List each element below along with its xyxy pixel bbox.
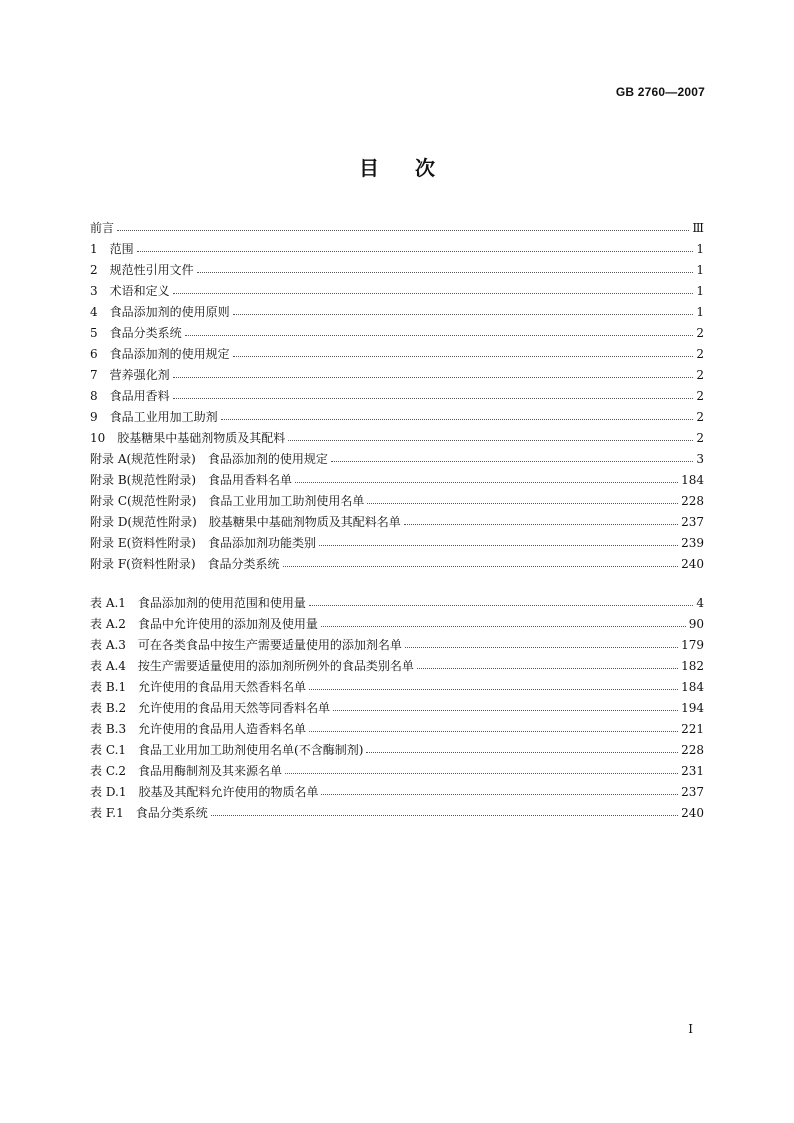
toc-entry-label: 表 A.3 可在各类食品中按生产需要适量使用的添加剂名单 bbox=[90, 638, 402, 652]
dot-leader bbox=[173, 293, 694, 294]
toc-entry-page: 221 bbox=[681, 721, 704, 736]
dot-leader bbox=[197, 272, 694, 273]
dot-leader bbox=[233, 356, 694, 357]
toc-entry-page: 240 bbox=[681, 805, 704, 820]
toc-entry[interactable] bbox=[90, 802, 704, 823]
toc-entry-label: 附录 B(规范性附录) 食品用香料名单 bbox=[90, 473, 292, 487]
toc-entry-label: 附录 F(资料性附录) 食品分类系统 bbox=[90, 557, 280, 571]
toc-entry[interactable] bbox=[90, 613, 704, 634]
toc-entry-page: 179 bbox=[681, 637, 704, 652]
dot-leader bbox=[367, 503, 678, 504]
toc-entry[interactable] bbox=[90, 448, 704, 469]
toc-entry-page: 90 bbox=[688, 616, 704, 631]
table-of-contents bbox=[90, 217, 704, 574]
toc-entry[interactable] bbox=[90, 655, 704, 676]
toc-entry[interactable] bbox=[90, 343, 704, 364]
toc-entry[interactable] bbox=[90, 427, 704, 448]
toc-entry[interactable] bbox=[90, 469, 704, 490]
dot-leader bbox=[283, 566, 679, 567]
toc-entry-label: 3 术语和定义 bbox=[90, 284, 170, 298]
toc-entry[interactable] bbox=[90, 406, 704, 427]
toc-entry[interactable] bbox=[90, 259, 704, 280]
toc-entry-label: 2 规范性引用文件 bbox=[90, 263, 194, 277]
dot-leader bbox=[173, 398, 694, 399]
page-title: 目次 bbox=[359, 156, 471, 180]
toc-entry-page: 240 bbox=[681, 556, 704, 571]
toc-entry[interactable] bbox=[90, 532, 704, 553]
toc-entry-label: 表 B.3 允许使用的食品用人造香料名单 bbox=[90, 722, 307, 736]
toc-entry[interactable] bbox=[90, 217, 704, 238]
toc-entry-page: 184 bbox=[681, 679, 704, 694]
toc-entry-page: 2 bbox=[696, 367, 704, 382]
dot-leader bbox=[321, 794, 678, 795]
toc-entry-label: 附录 D(规范性附录) 胶基糖果中基础剂物质及其配料名单 bbox=[90, 515, 401, 529]
dot-leader bbox=[173, 377, 694, 378]
toc-entry-page: 228 bbox=[681, 742, 704, 757]
toc-entry-label: 5 食品分类系统 bbox=[90, 326, 182, 340]
dot-leader bbox=[417, 668, 678, 669]
toc-entry[interactable] bbox=[90, 676, 704, 697]
dot-leader bbox=[366, 752, 678, 753]
toc-entry[interactable] bbox=[90, 301, 704, 322]
toc-entry-label: 表 F.1 食品分类系统 bbox=[90, 806, 208, 820]
dot-leader bbox=[295, 482, 678, 483]
toc-entry-label: 附录 A(规范性附录) 食品添加剂的使用规定 bbox=[90, 452, 328, 466]
toc-entry[interactable] bbox=[90, 364, 704, 385]
toc-entry-page: 1 bbox=[696, 262, 704, 277]
dot-leader bbox=[137, 251, 694, 252]
toc-entry-label: 1 范围 bbox=[90, 242, 134, 256]
standard-number: GB 2760—2007 bbox=[615, 85, 705, 99]
toc-entry-page: 1 bbox=[696, 283, 704, 298]
toc-entry-label: 表 C.2 食品用酶制剂及其来源名单 bbox=[90, 764, 283, 778]
dot-leader bbox=[309, 731, 678, 732]
toc-entry-label: 表 C.1 食品工业用加工助剂使用名单(不含酶制剂) bbox=[90, 743, 364, 757]
toc-entry-label: 9 食品工业用加工助剂 bbox=[90, 410, 218, 424]
toc-entry-label: 6 食品添加剂的使用规定 bbox=[90, 347, 230, 361]
toc-entry[interactable] bbox=[90, 760, 704, 781]
toc-entry-label: 10 胶基糖果中基础剂物质及其配料 bbox=[90, 431, 286, 445]
toc-entry-label: 7 营养强化剂 bbox=[90, 368, 170, 382]
dot-leader bbox=[285, 773, 678, 774]
toc-entry-page: 237 bbox=[681, 514, 704, 529]
toc-entry[interactable] bbox=[90, 634, 704, 655]
toc-entry-page: 228 bbox=[681, 493, 704, 508]
toc-entry-label: 附录 C(规范性附录) 食品工业用加工助剂使用名单 bbox=[90, 494, 365, 508]
toc-entry-page: 2 bbox=[696, 388, 704, 403]
page-number: I bbox=[688, 1022, 693, 1036]
toc-entry[interactable] bbox=[90, 511, 704, 532]
toc-entry-page: 231 bbox=[681, 763, 704, 778]
dot-leader bbox=[404, 524, 678, 525]
dot-leader bbox=[233, 314, 694, 315]
toc-entry-label: 前言 bbox=[90, 221, 115, 235]
toc-entry-label: 附录 E(资料性附录) 食品添加剂功能类别 bbox=[90, 536, 316, 550]
toc-entry-page: 2 bbox=[696, 430, 704, 445]
dot-leader bbox=[319, 545, 678, 546]
dot-leader bbox=[288, 440, 693, 441]
toc-entry[interactable] bbox=[90, 385, 704, 406]
toc-entry[interactable] bbox=[90, 490, 704, 511]
toc-entry-page: Ⅲ bbox=[692, 220, 704, 235]
toc-entry-label: 4 食品添加剂的使用原则 bbox=[90, 305, 230, 319]
toc-entry-page: 2 bbox=[696, 409, 704, 424]
toc-entry-page: 1 bbox=[696, 241, 704, 256]
toc-entry-page: 237 bbox=[681, 784, 704, 799]
toc-entry-label: 8 食品用香料 bbox=[90, 389, 170, 403]
toc-entry[interactable] bbox=[90, 718, 704, 739]
toc-entry[interactable] bbox=[90, 280, 704, 301]
toc-entry-label: 表 B.1 允许使用的食品用天然香料名单 bbox=[90, 680, 307, 694]
table-list bbox=[90, 592, 704, 823]
dot-leader bbox=[211, 815, 678, 816]
toc-entry-page: 4 bbox=[696, 595, 704, 610]
toc-entry[interactable] bbox=[90, 553, 704, 574]
toc-entry-page: 182 bbox=[681, 658, 704, 673]
toc-entry-page: 2 bbox=[696, 325, 704, 340]
toc-entry-page: 184 bbox=[681, 472, 704, 487]
dot-leader bbox=[185, 335, 694, 336]
dot-leader bbox=[221, 419, 694, 420]
dot-leader bbox=[309, 689, 678, 690]
toc-entry-page: 194 bbox=[681, 700, 704, 715]
toc-entry-label: 表 B.2 允许使用的食品用天然等同香料名单 bbox=[90, 701, 331, 715]
toc-entry-page: 2 bbox=[696, 346, 704, 361]
dot-leader bbox=[331, 461, 694, 462]
toc-entry-label: 表 A.1 食品添加剂的使用范围和使用量 bbox=[90, 596, 306, 610]
toc-entry[interactable] bbox=[90, 322, 704, 343]
dot-leader bbox=[309, 605, 693, 606]
toc-entry-page: 1 bbox=[696, 304, 704, 319]
toc-entry-page: 239 bbox=[681, 535, 704, 550]
toc-entry-label: 表 A.4 按生产需要适量使用的添加剂所例外的食品类别名单 bbox=[90, 659, 414, 673]
toc-entry[interactable] bbox=[90, 592, 704, 613]
toc-entry-label: 表 D.1 胶基及其配料允许使用的物质名单 bbox=[90, 785, 319, 799]
toc-entry-page: 3 bbox=[696, 451, 704, 466]
dot-leader bbox=[321, 626, 686, 627]
dot-leader bbox=[333, 710, 678, 711]
toc-entry[interactable] bbox=[90, 238, 704, 259]
toc-entry[interactable] bbox=[90, 781, 704, 802]
toc-entry[interactable] bbox=[90, 697, 704, 718]
dot-leader bbox=[405, 647, 678, 648]
toc-entry-label: 表 A.2 食品中允许使用的添加剂及使用量 bbox=[90, 617, 318, 631]
toc-entry[interactable] bbox=[90, 739, 704, 760]
dot-leader bbox=[117, 230, 689, 231]
